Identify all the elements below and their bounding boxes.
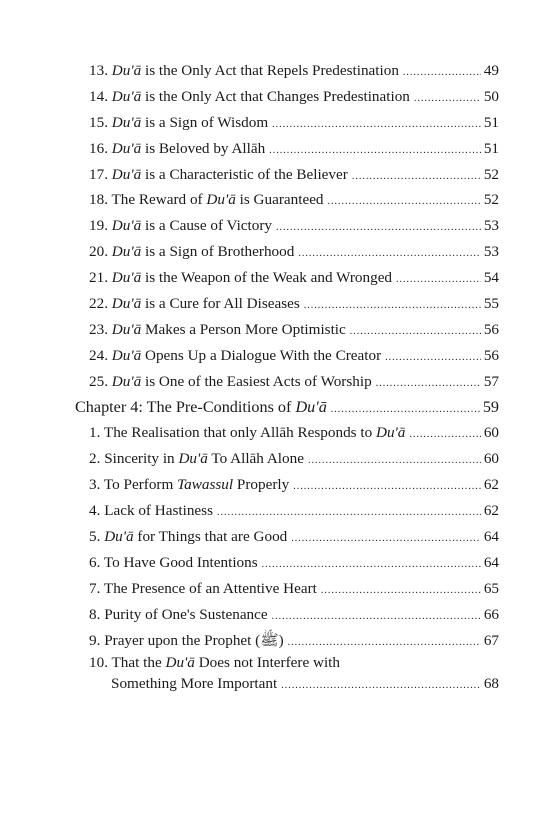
toc-entry[interactable]: 6. To Have Good Intentions ..... 64 [89, 550, 499, 576]
dot-leader [409, 422, 480, 448]
page-number: 50 [483, 87, 499, 105]
dot-leader [272, 604, 481, 630]
dot-leader [331, 397, 480, 423]
page-number: 57 [483, 372, 499, 390]
dot-leader [328, 189, 481, 215]
toc-entry[interactable]: 5. Du'ā for Things that are Good ..... 64 [89, 524, 499, 550]
dot-leader [350, 319, 481, 345]
toc-entry[interactable]: 2. Sincerity in Du'ā To Allāh Alone ..... 60 [89, 446, 499, 472]
page-number: 68 [483, 675, 499, 693]
toc-entry[interactable]: 22. Du'ā is a Cure for All Diseases ..... 55 [89, 291, 499, 317]
toc-entry[interactable]: 19. Du'ā is a Cause of Victory ..... 53 [89, 213, 499, 239]
dot-leader [272, 112, 481, 138]
toc-entry[interactable]: 15. Du'ā is a Sign of Wisdom ..... 51 [89, 110, 499, 136]
dot-leader [288, 630, 481, 656]
page-number: 65 [483, 579, 499, 597]
dot-leader [376, 371, 481, 397]
toc-entry[interactable]: 3. To Perform Tawassul Properly ..... 62 [89, 472, 499, 498]
dot-leader [414, 86, 481, 112]
toc-entry[interactable]: 7. The Presence of an Attentive Heart ..... 65 [89, 576, 499, 602]
toc-entry[interactable]: 4. Lack of Hastiness ..... 62 [89, 498, 499, 524]
dot-leader [396, 267, 481, 293]
dot-leader [293, 474, 481, 500]
table-of-contents [0, 58, 539, 697]
toc-entry[interactable]: 17. Du'ā is a Characteristic of the Believer ..... 52 [89, 162, 499, 188]
dot-leader [262, 552, 481, 578]
page-number: 51 [483, 113, 499, 131]
dot-leader [298, 241, 480, 267]
toc-entry[interactable]: 20. Du'ā is a Sign of Brotherhood ..... 53 [89, 239, 499, 265]
page-number: 59 [482, 397, 499, 416]
toc-entry[interactable]: 13. Du'ā is the Only Act that Repels Predestination ..... 49 [89, 58, 499, 84]
dot-leader [291, 526, 481, 552]
dot-leader [308, 448, 481, 474]
toc-entry[interactable]: 1. The Realisation that only Allāh Responds to Du'ā ..... 60 [89, 420, 499, 446]
dot-leader [385, 345, 481, 371]
toc-entry[interactable]: 16. Du'ā is Beloved by Allāh ..... 51 [89, 136, 499, 162]
chapter-heading[interactable]: Chapter 4: The Pre-Conditions of Du'ā ..... 59 [75, 395, 499, 421]
dot-leader [269, 138, 481, 164]
page-number: 62 [483, 476, 499, 494]
page-number: 64 [483, 553, 499, 571]
page-number: 52 [483, 191, 499, 209]
page-number: 60 [483, 424, 499, 442]
page-number: 56 [483, 320, 499, 338]
page-number: 52 [483, 165, 499, 183]
page-number: 51 [483, 139, 499, 157]
dot-leader [321, 578, 481, 604]
page-number: 62 [483, 502, 499, 520]
toc-entry[interactable]: 14. Du'ā is the Only Act that Changes Predestination ..... 50 [89, 84, 499, 110]
toc-entry[interactable]: 23. Du'ā Makes a Person More Optimistic ..... 56 [89, 317, 499, 343]
toc-entry[interactable]: 8. Purity of One's Sustenance ..... 66 [89, 602, 499, 628]
page-number: 53 [483, 243, 499, 261]
page-number: 66 [483, 605, 499, 623]
page-number: 54 [483, 269, 499, 287]
dot-leader [281, 675, 481, 697]
toc-entry[interactable]: 9. Prayer upon the Prophet (ﷺ) ..... 67 [89, 628, 499, 654]
page-number: 60 [483, 450, 499, 468]
dot-leader [403, 60, 481, 86]
page-number: 56 [483, 346, 499, 364]
dot-leader [217, 500, 481, 526]
page-number: 49 [483, 62, 499, 79]
page-number: 67 [483, 631, 499, 649]
page-number: 55 [483, 295, 499, 313]
toc-entry[interactable]: 24. Du'ā Opens Up a Dialogue With the Creator ..... 56 [89, 343, 499, 369]
dot-leader [352, 164, 481, 190]
toc-entry[interactable]: 21. Du'ā is the Weapon of the Weak and Wronged ..... 54 [89, 265, 499, 291]
toc-entry-two-line[interactable] [89, 653, 499, 697]
page-number: 64 [483, 528, 499, 546]
entry-second-line: Something More Important ..... 68 [89, 673, 499, 695]
dot-leader [304, 293, 481, 319]
entry-first-line: 10. That the Du'ā Does not Interfere with [89, 654, 340, 672]
toc-entry[interactable]: 25. Du'ā is One of the Easiest Acts of Worship ..... 57 [89, 369, 499, 395]
toc-entry[interactable]: 18. The Reward of Du'ā is Guaranteed ..... 52 [89, 187, 499, 213]
dot-leader [276, 215, 481, 241]
page-number: 53 [483, 217, 499, 235]
